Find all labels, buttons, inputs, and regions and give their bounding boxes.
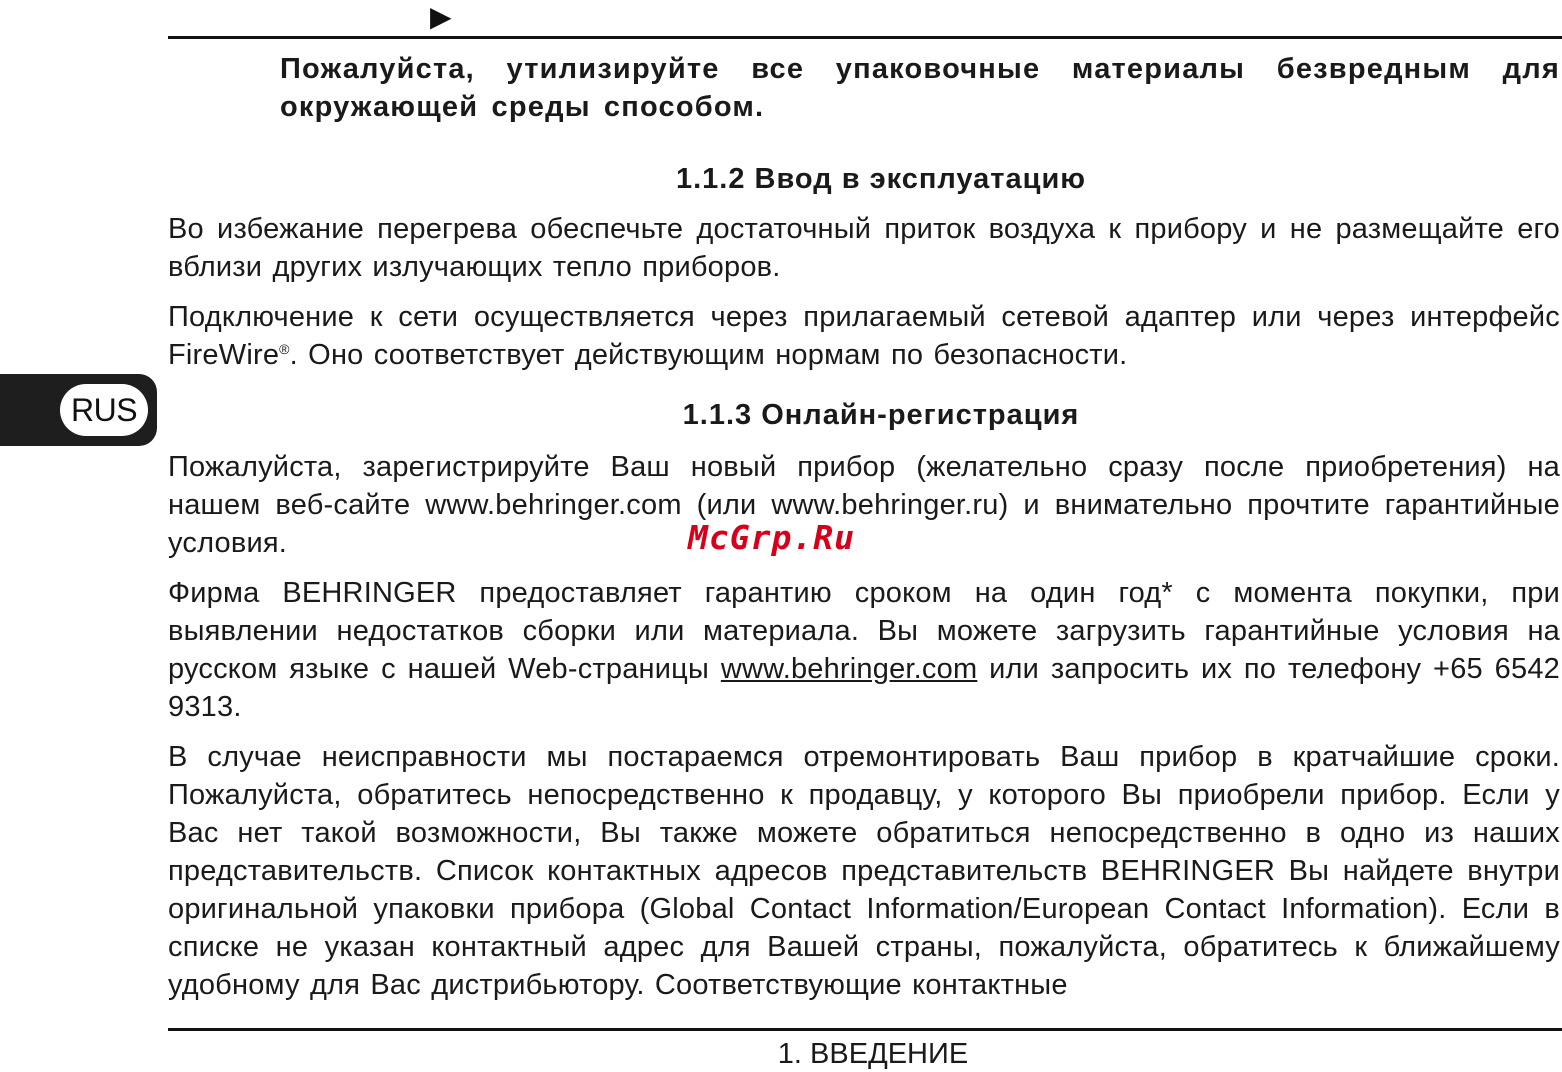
section-heading-1-1-2: 1.1.2 Ввод в эксплуатацию	[675, 163, 1087, 195]
watermark: McGrp.Ru	[688, 518, 855, 557]
paragraph-repair: В случае неисправности мы постараемся отремонтировать Ваш прибор в кратчайшие сроки. Пожалуйста, обратитесь непосредственно к продавцу, у которого Вы приобрели прибор. Если у Вас нет такой возможности, Вы также можете обратиться непосредственно в одно из наших представительств. Список контактных адресов представительств BEHRINGER Вы найдете внутри оригинальной упаковки прибора (Global Contact Information/European Contact Information). Если в списке не указан контактный адрес для Вашей страны, пожалуйста, обратитесь к ближайшему удобному для Вас дистрибьютору. Соответствующие контактные	[168, 741, 1560, 1001]
registered-mark: ®	[279, 341, 290, 357]
section-heading-1-1-3: 1.1.3 Онлайн-регистрация	[682, 399, 1080, 431]
paragraph-ventilation: Во избежание перегрева обеспечьте достаточный приток воздуха к прибору и не размещайте его вблизи других излучающих тепло приборов.	[168, 213, 1560, 283]
paragraph-registration: Пожалуйста, зарегистрируйте Ваш новый прибор (желательно сразу после приобретения) на нашем веб-сайте www.behringer.com (или www.behringer.ru) и внимательно прочтите гарантийные условия.	[168, 451, 1560, 559]
paragraph-power-text-end: . Оно соответствует действующим нормам по безопасности.	[289, 339, 1128, 371]
language-tab-label: RUS	[60, 384, 148, 436]
continuation-arrow-icon: ▶	[430, 1, 452, 32]
paragraph-warranty-text-end: или запросить их по телефону +65 6542 9313.	[168, 653, 1560, 723]
paragraph-power-text: Подключение к сети осуществляется через прилагаемый сетевой адаптер или через интерфейс FireWire	[168, 301, 1560, 371]
behringer-link[interactable]: www.behringer.com	[720, 653, 978, 685]
paragraph-warranty	[168, 574, 1560, 726]
paragraph-warranty-text: Фирма BEHRINGER предоставляет гарантию сроком на один год* с момента покупки, при выявлении недостатков сборки или материала. Вы можете загрузить гарантийные условия на русском языке с нашей Web-страницы	[168, 577, 1560, 685]
footer-chapter-title: 1. ВВЕДЕНИЕ	[777, 1038, 969, 1070]
paragraph-power-connection	[168, 298, 1560, 374]
bottom-rule	[168, 1028, 1562, 1031]
top-rule	[168, 36, 1562, 39]
disposal-note: Пожалуйста, утилизируйте все упаковочные материалы безвредным для окружающей среды способом.	[280, 53, 1560, 123]
